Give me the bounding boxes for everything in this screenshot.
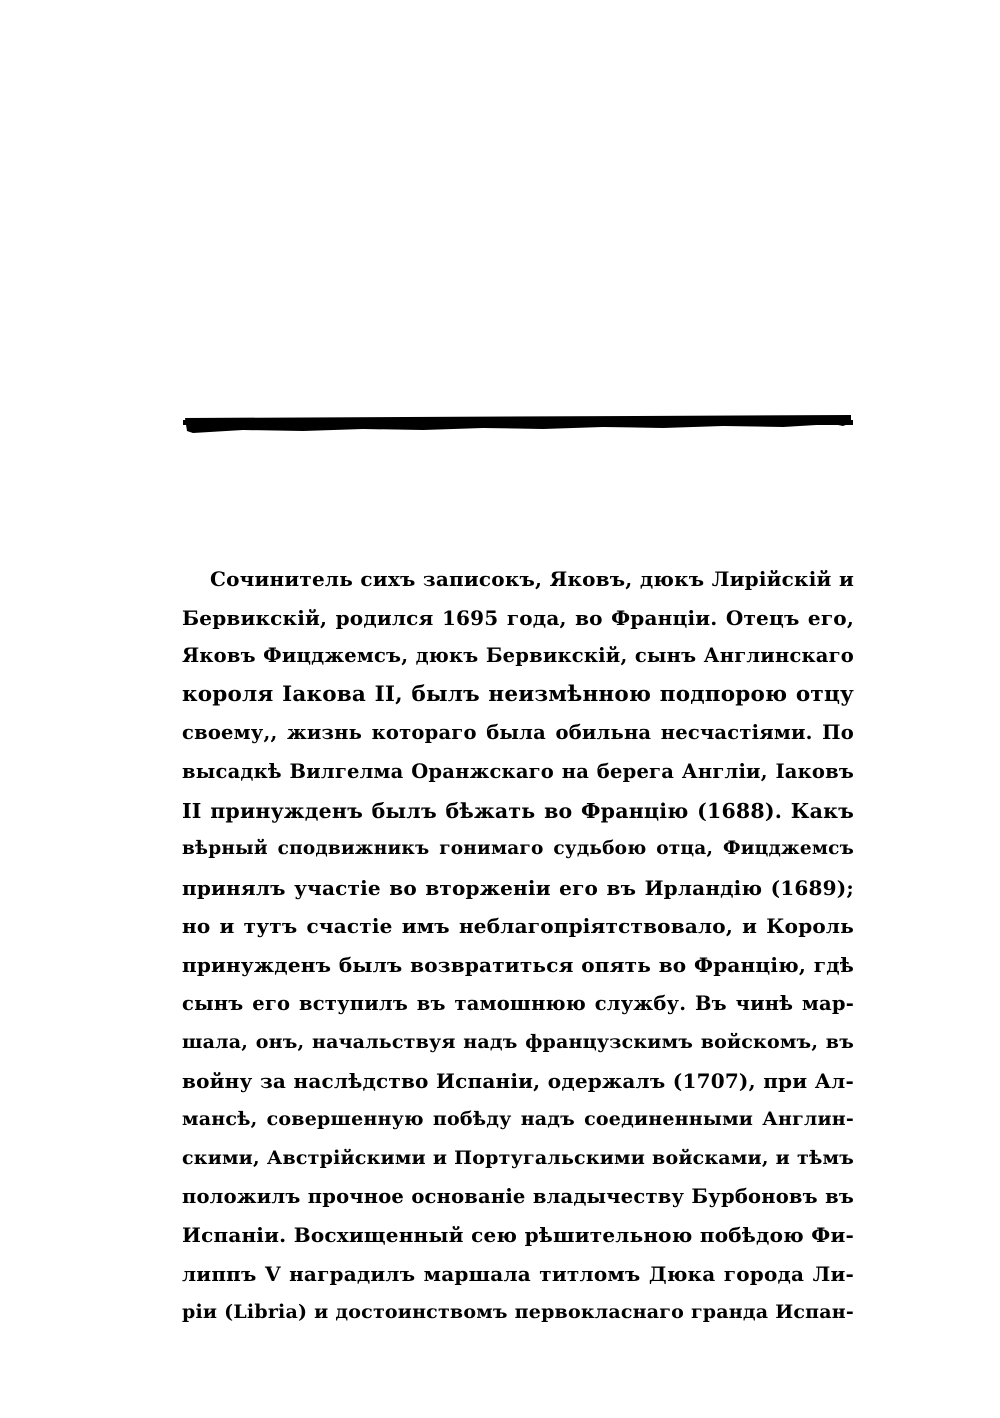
text-line: короля Іакова II, былъ неизмѣнною подпорою отцу: [182, 681, 854, 707]
text-line: вѣрный сподвижникъ гонимаго судьбою отца, Фицджемсъ: [182, 838, 854, 860]
header-rule: [183, 414, 853, 436]
text-line: II принужденъ былъ бѣжать во Францію (1688). Какъ: [182, 798, 854, 823]
text-line: мансѣ, совершенную побѣду надъ соединенными Англин-: [182, 1108, 854, 1131]
text-line: скими, Австрійскими и Португальскими войсками, и тѣмъ: [182, 1146, 854, 1169]
text-line: Яковъ Фицджемсъ, дюкъ Бервикскій, сынъ Англинскаго: [182, 644, 854, 668]
text-line: высадкѣ Вилгелма Оранжскаго на берега Англіи, Іаковъ: [182, 759, 854, 783]
text-line: ріи (Libria) и достоинствомъ первокласнаго гранда Испан-: [182, 1301, 854, 1324]
text-line: Испаніи. Восхищенный сею рѣшительною побѣдою Фи-: [182, 1223, 854, 1248]
text-line: принялъ участіе во вторженіи его въ Ирландію (1689);: [182, 875, 854, 900]
text-line: принужденъ былъ возвратиться опять во Францію, гдѣ: [182, 952, 854, 977]
text-line: липпъ V наградилъ маршала титломъ Дюка города Ли-: [182, 1261, 854, 1286]
body-paragraph: [182, 560, 854, 1332]
ornamental-rule-icon: [183, 414, 853, 436]
text-line: Сочинитель сихъ записокъ, Яковъ, дюкъ Лирійскій и: [210, 567, 854, 591]
text-line: шала, онъ, начальствуя надъ французскимъ войскомъ, въ: [182, 1031, 854, 1054]
text-line: положилъ прочное основаніе владычеству Бурбоновъ въ: [182, 1184, 854, 1208]
text-line: своему,, жизнь котораго была обильна несчастіями. По: [182, 721, 854, 745]
text-line: но и тутъ счастіе имъ неблагопріятствовало, и Король: [182, 914, 854, 939]
text-line: сынъ его вступилъ въ тамошнюю службу. Въ чинѣ мар-: [182, 991, 854, 1015]
text-line: войну за наслѣдство Испаніи, одержалъ (1707), при Ал-: [182, 1068, 854, 1093]
text-line: Бервикскій, родился 1695 года, во Франціи. Отецъ его,: [182, 605, 854, 630]
